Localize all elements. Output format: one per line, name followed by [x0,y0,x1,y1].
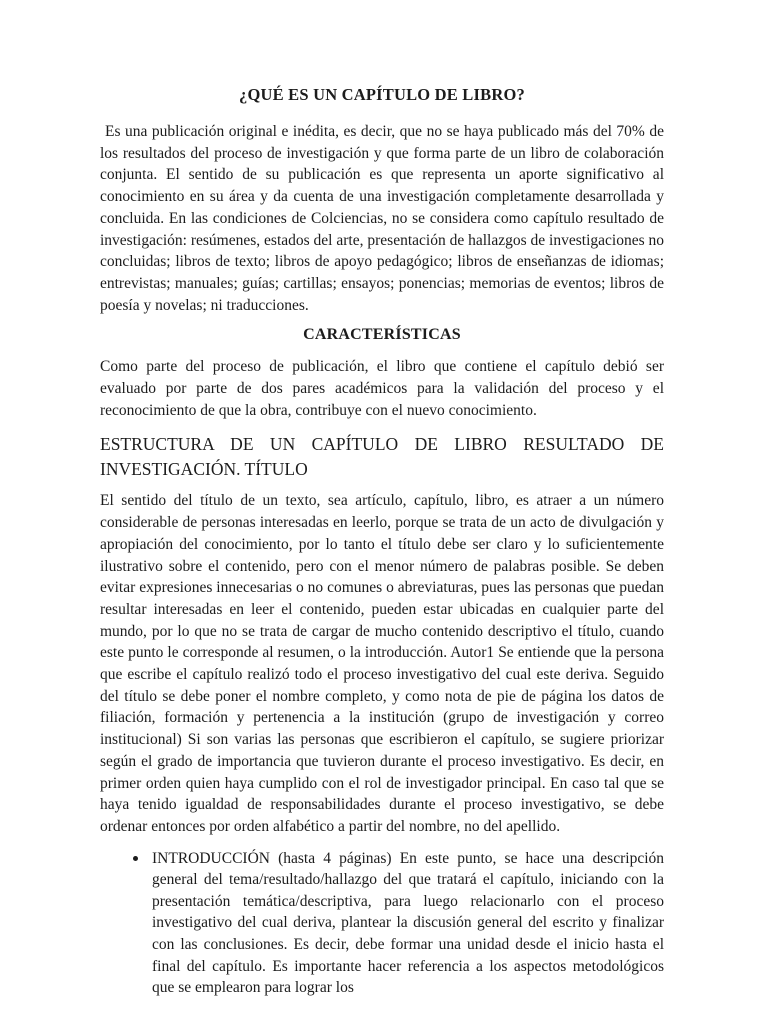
intro-paragraph: Es una publicación original e inédita, es decir, que no se haya publicado más del 70% de los resultados del proceso de investigación y que forma parte de un libro de colaboración conjunta. El sentido de su publicación es que representa un aporte significativo al conocimiento en su área y da cuenta de una investigación completamente desarrollada y concluida. En las condiciones de Colciencias, no se considera como capítulo resultado de investigación: resúmenes, estados del arte, presentación de hallazgos de investigaciones no concluidas; libros de texto; libros de apoyo pedagógico; libros de enseñanzas de idiomas; entrevistas; manuales; guías; cartillas; ensayos; ponencias; memorias de eventos; libros de poesía y novelas; ni traducciones. [100,123,664,314]
list-item-introduccion [100,848,664,999]
document-title: ¿QUÉ ES UN CAPÍTULO DE LIBRO? [239,85,525,104]
bullet-icon [133,856,138,861]
list-item-text: INTRODUCCIÓN (hasta 4 páginas) En este punto, se hace una descripción general del tema/resultado/hallazgo del que tratará el capítulo, iniciando con la presentación temática/descriptiva, para luego relacionarlo con el proceso investigativo del cual deriva, plantear la discusión general del escrito y finalizar con las conclusiones. Es decir, debe formar una unidad desde el inicio hasta el final del capítulo. Es importante hacer referencia a los aspectos metodológicos que se emplearon para lograr los [152,849,664,997]
section-heading-caracteristicas: CARACTERÍSTICAS [303,326,461,344]
estructura-paragraph: El sentido del título de un texto, sea artículo, capítulo, libro, es atraer a un número considerable de personas interesadas en leerlo, porque se trata de un acto de divulgación y apropiación del conocimiento, por lo tanto el título debe ser claro y lo suficientemente ilustrativo sobre el contenido, pero con el menor número de palabras posible. Se deben evitar expresiones innecesarias o no comunes o abreviaturas, pues las personas que puedan resultar interesadas en leer el contenido, pueden estar ubicadas en cualquier parte del mundo, por lo que no se trata de cargar de mucho contenido descriptivo el título, cuando este punto le corresponde al resumen, o la introducción. Autor1 Se entiende que la persona que escribe el capítulo realizó todo el proceso investigativo del cual este deriva. Seguido del título se debe poner el nombre completo, y como nota de pie de página los datos de filiación, formación y pertenencia a la institución (grupo de investigación y correo institucional) Si son varias las personas que escribieron el capítulo, se sugiere priorizar según el grado de importancia que tuvieron durante el proceso investigativo. Es decir, en primer orden quien haya cumplido con el rol de investigador principal. En caso tal que se haya tenido igualdad de responsabilidades durante el proceso investigativo, se debe ordenar entonces por orden alfabético a partir del nombre, no del apellido. [100,492,664,835]
caracteristicas-paragraph: Como parte del proceso de publicación, el libro que contiene el capítulo debió ser evaluado por parte de dos pares académicos para la validación del proceso y el reconocimiento de que la obra, contribuye con el nuevo conocimiento. [100,358,664,419]
section-heading-estructura: ESTRUCTURA DE UN CAPÍTULO DE LIBRO RESULTADO DE INVESTIGACIÓN. TÍTULO [100,434,664,480]
bullet-list [100,848,664,999]
